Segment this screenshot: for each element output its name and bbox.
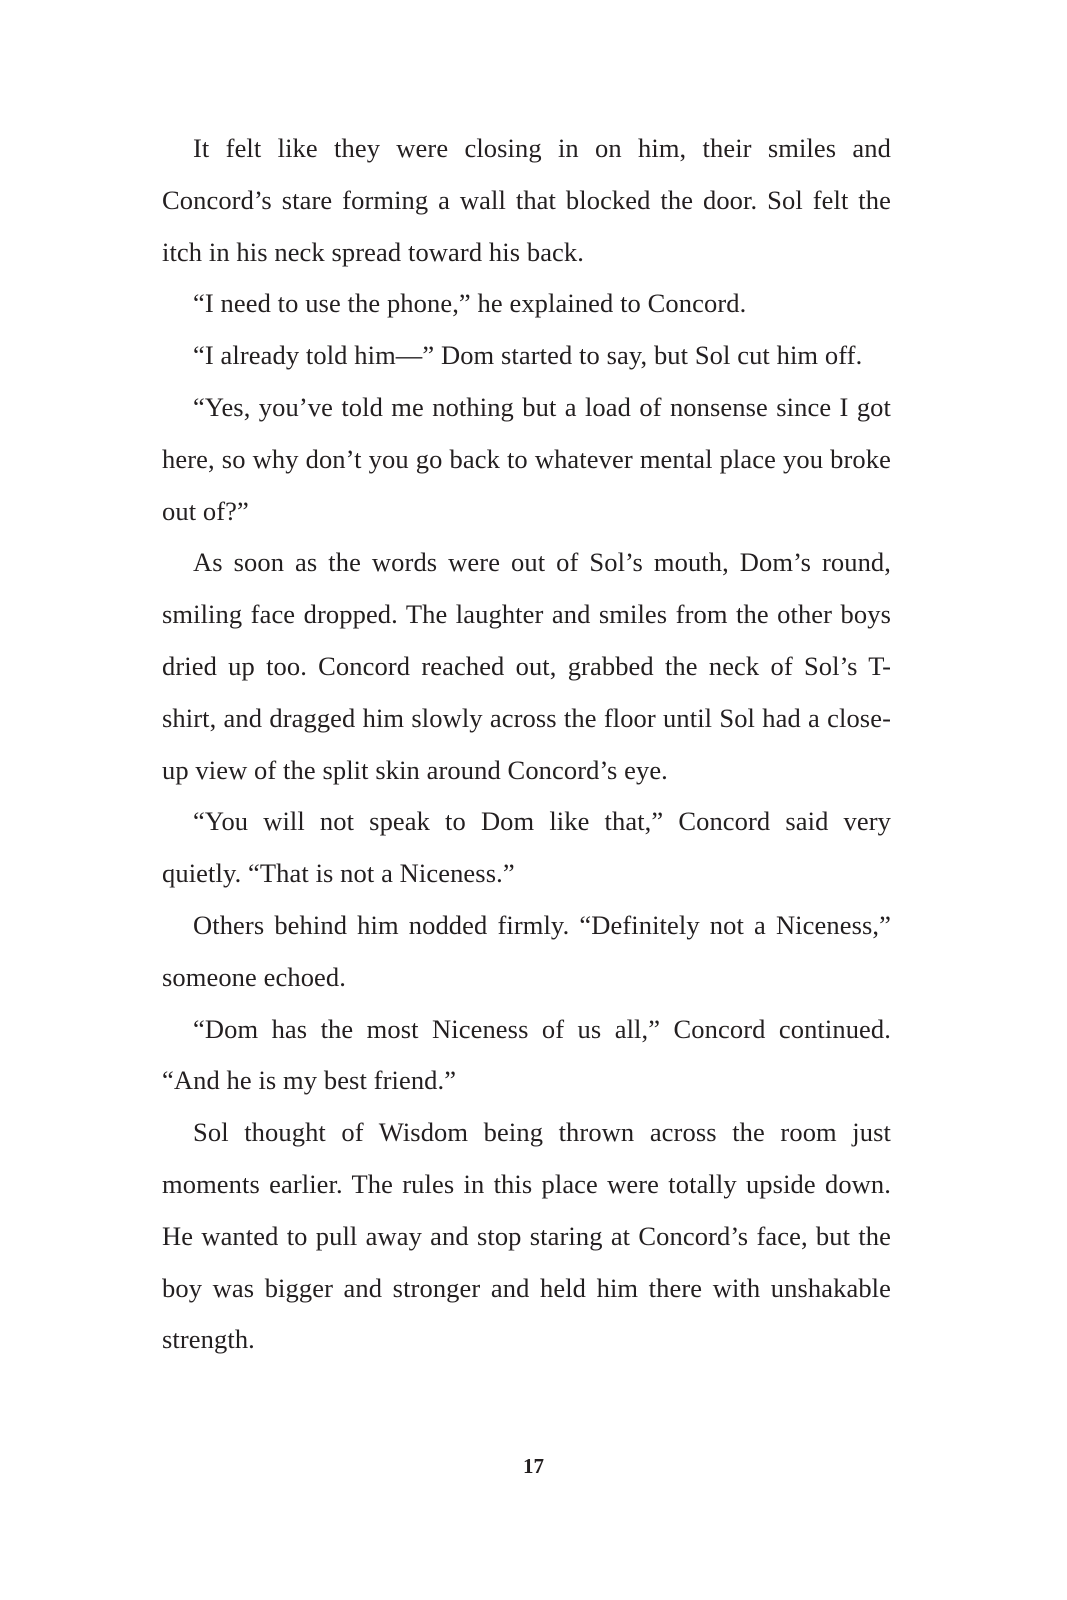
paragraph-3: “I already told him—” Dom started to say, but Sol cut him off. xyxy=(193,340,863,371)
paragraph-7: Others behind him nodded firmly. “Definitely not a Niceness,” someone echoed. xyxy=(162,909,891,992)
paragraph-8: “Dom has the most Niceness of us all,” Concord continued. “And he is my best friend.” xyxy=(162,1013,891,1096)
paragraph-1: It felt like they were closing in on him, their smiles and Concord’s stare forming a wall that blocked the door. Sol felt the itch in his neck spread toward his back. xyxy=(162,133,891,267)
page-number: 17 xyxy=(523,1454,544,1478)
paragraph-9: Sol thought of Wisdom being thrown across the room just moments earlier. The rules in this place were totally upside down. He wanted to pull away and stop staring at Concord’s face, but the boy was bigger and stronger and held him there with unshakable strength. xyxy=(162,1117,891,1355)
paragraph-6: “You will not speak to Dom like that,” Concord said very quietly. “That is not a Niceness.” xyxy=(162,806,891,889)
paragraph-4: “Yes, you’ve told me nothing but a load of nonsense since I got here, so why don’t you go back to whatever mental place you broke out of?” xyxy=(162,391,891,526)
body-text xyxy=(162,123,891,1366)
paragraph-2: “I need to use the phone,” he explained to Concord. xyxy=(193,288,747,319)
paragraph-5: As soon as the words were out of Sol’s mouth, Dom’s round, smiling face dropped. The laughter and smiles from the other boys dried up too. Concord reached out, grabbed the neck of Sol’s T-shirt, and dragged him slowly across the floor until Sol had a close-up view of the split skin around Concord’s eye. xyxy=(162,547,891,785)
